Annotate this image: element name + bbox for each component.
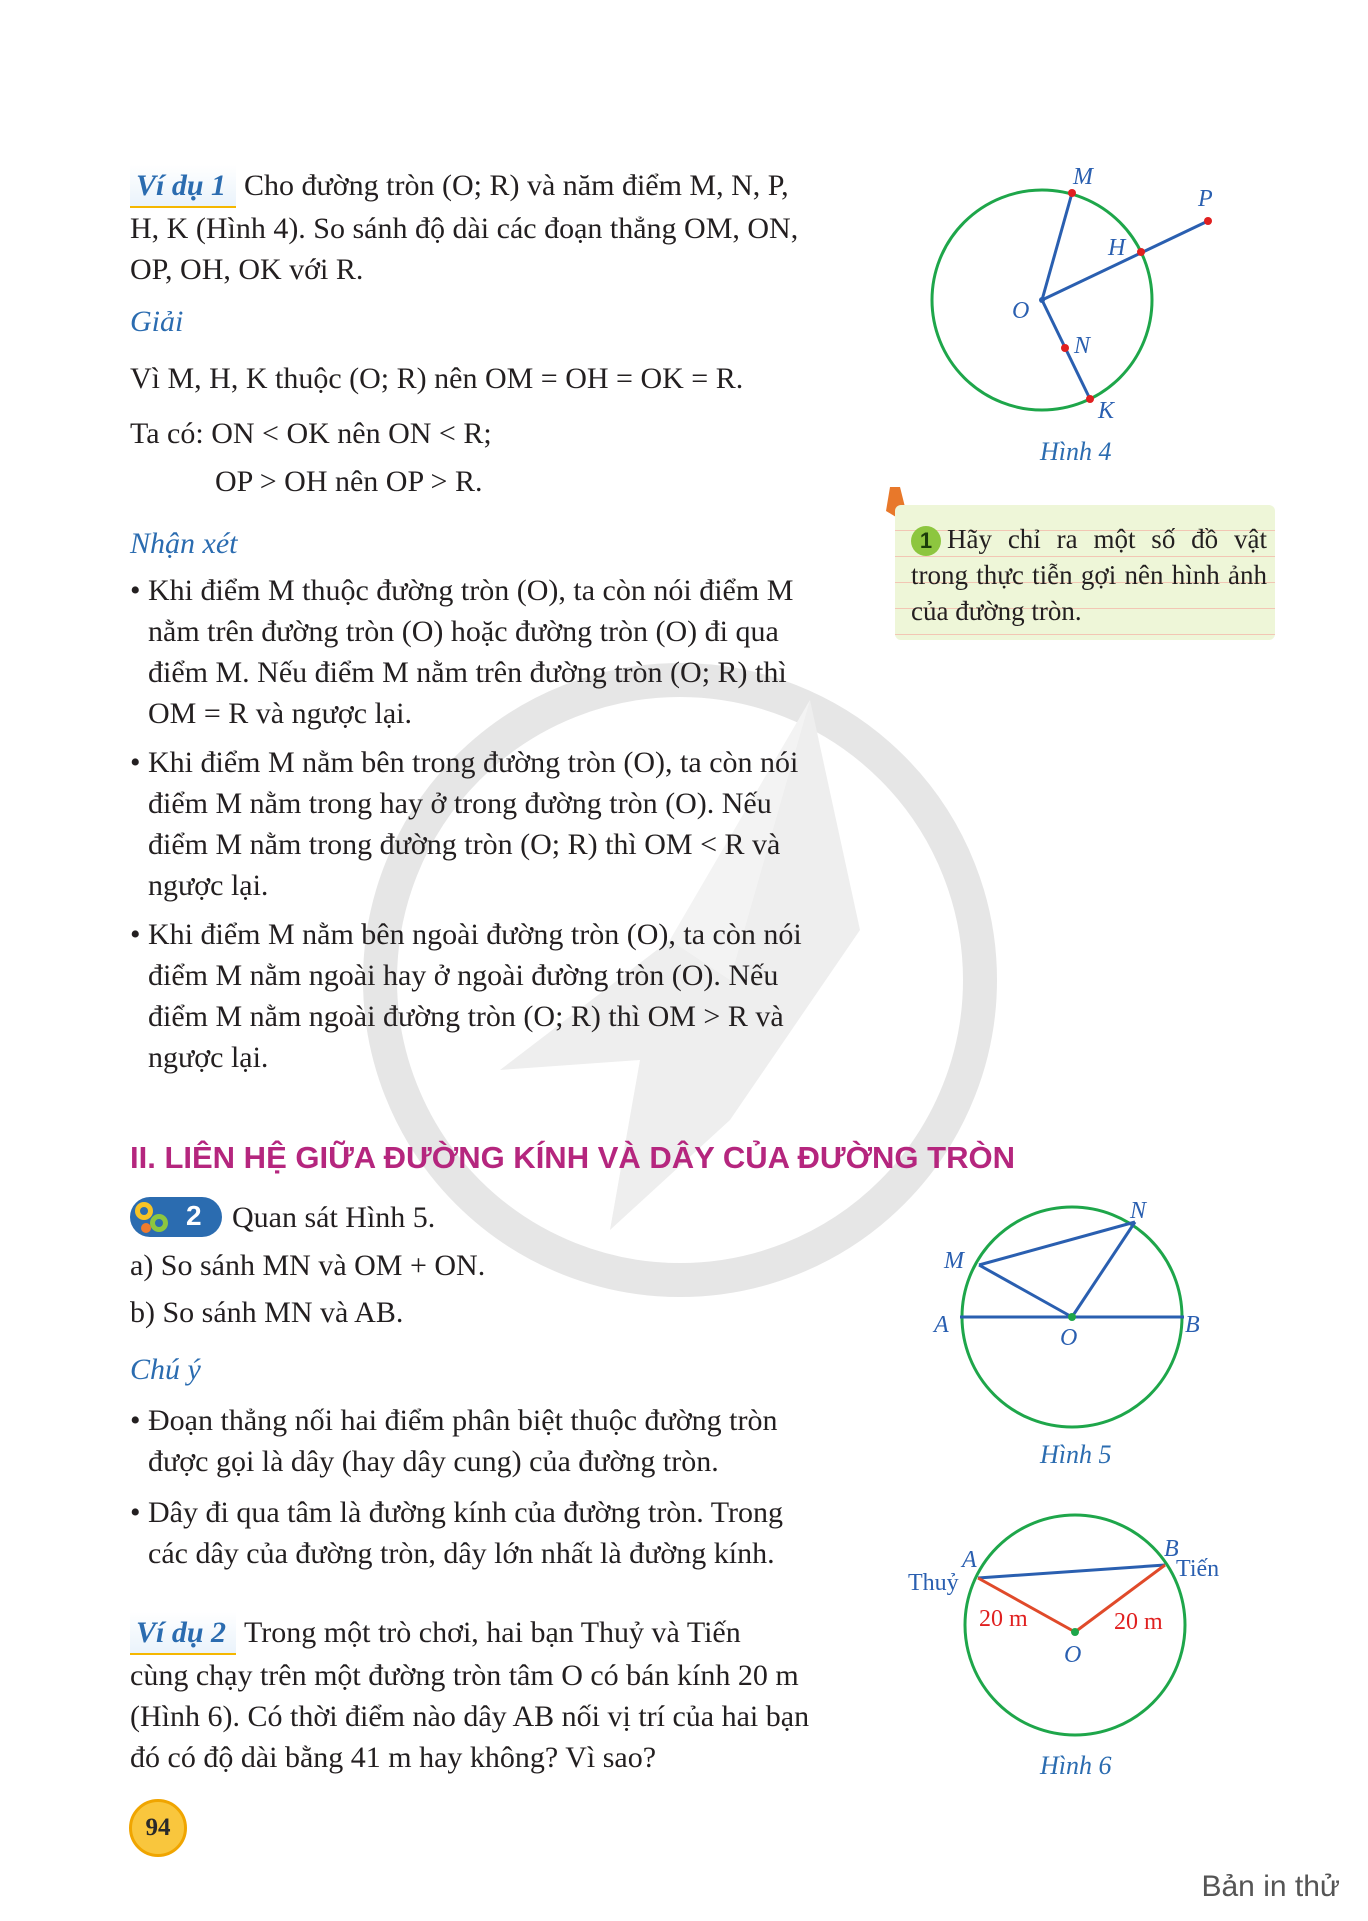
example2-line3: (Hình 6). Có thời điểm nào dây AB nối vị trí của hai bạn	[130, 1700, 810, 1733]
label-a: A	[962, 1547, 977, 1573]
remark-b3-l4: ngược lại.	[148, 1041, 269, 1074]
example2-tag: Ví dụ 2	[130, 1612, 236, 1655]
label-n: N	[1130, 1198, 1147, 1224]
chord-ab	[978, 1565, 1165, 1578]
example2-line4: đó có độ dài bằng 41 m hay không? Vì sao?	[130, 1741, 657, 1774]
label-b: B	[1164, 1536, 1179, 1562]
remark-b3-l1: Khi điểm M nằm bên ngoài đường tròn (O), ta còn nói	[148, 918, 802, 951]
remark-b1-l2: nằm trên đường tròn (O) hoặc đường tròn (O) đi qua	[148, 615, 779, 648]
label-b: B	[1185, 1312, 1200, 1338]
point-n	[1061, 344, 1069, 352]
example2-line2: cùng chạy trên một đường tròn tâm O có bán kính 20 m	[130, 1659, 799, 1692]
bullet-dot: •	[130, 1404, 141, 1437]
footer-draft-label: Bản in thử	[1201, 1870, 1340, 1903]
remark-b2-l1: Khi điểm M nằm bên trong đường tròn (O), ta còn nói	[148, 746, 799, 779]
activity2-number: 2	[186, 1200, 202, 1231]
example1-tag: Ví dụ 1	[130, 165, 236, 208]
label-m: M	[1073, 164, 1093, 190]
example1-line3: OP, OH, OK với R.	[130, 253, 364, 286]
figure5-diagram	[930, 1195, 1220, 1445]
bullet-dot: •	[130, 746, 141, 779]
remark-bullet-3	[130, 914, 846, 1078]
remark-b2-l4: ngược lại.	[148, 869, 269, 902]
solution-line1: Vì M, H, K thuộc (O; R) nên OM = OH = OK = R.	[130, 362, 744, 395]
remark-bullet-2	[130, 742, 846, 906]
note-box-1	[895, 505, 1275, 640]
note1-number: 1	[911, 526, 941, 556]
example2-line1: Trong một trò chơi, hai bạn Thuỷ và Tiến	[244, 1616, 741, 1649]
segment-om	[1042, 193, 1072, 300]
point-k	[1086, 395, 1094, 403]
remark-b2-l2: điểm M nằm trong hay ở trong đường tròn (O). Nếu	[148, 787, 772, 820]
example2-block	[130, 1612, 846, 1778]
activity2-badge	[130, 1197, 222, 1237]
gears-icon	[132, 1199, 176, 1235]
label-n: N	[1074, 333, 1091, 359]
label-p: P	[1198, 186, 1213, 212]
solution-line3: OP > OH nên OP > R.	[215, 465, 483, 498]
label-o: O	[1012, 298, 1030, 324]
remark-b2-l3: điểm M nằm trong đường tròn (O; R) thì OM < R và	[148, 828, 781, 861]
note-bullet-2	[130, 1492, 846, 1574]
note-b2-l1: Dây đi qua tâm là đường kính của đường tròn. Trong	[148, 1496, 784, 1529]
point-o	[1039, 297, 1045, 303]
figure5-caption: Hình 5	[1040, 1440, 1112, 1469]
note-b1-l1: Đoạn thẳng nối hai điểm phân biệt thuộc đường tròn	[148, 1404, 778, 1437]
note1-body: Hãy chỉ ra một số đồ vật trong thực tiễn gợi nên hình ảnh của đường tròn.	[911, 524, 1267, 626]
point-o	[1071, 1628, 1079, 1636]
label-k: K	[1098, 398, 1115, 424]
figure6-diagram	[905, 1510, 1235, 1755]
segment-om	[979, 1265, 1072, 1317]
figure6-caption: Hình 6	[1040, 1751, 1112, 1780]
solution-label: Giải	[130, 305, 184, 338]
label-o: O	[1064, 1642, 1082, 1668]
remark-b1-l1: Khi điểm M thuộc đường tròn (O), ta còn nói điểm M	[148, 574, 794, 607]
note-b2-l2: các dây của đường tròn, dây lớn nhất là đường kính.	[148, 1537, 775, 1570]
note-label: Chú ý	[130, 1353, 201, 1386]
example1-line2: H, K (Hình 4). So sánh độ dài các đoạn thẳng OM, ON,	[130, 212, 799, 245]
bullet-dot: •	[130, 918, 141, 951]
label-radius-left: 20 m	[979, 1606, 1028, 1632]
label-radius-right: 20 m	[1114, 1609, 1163, 1635]
section2-title: II. LIÊN HỆ GIỮA ĐƯỜNG KÍNH VÀ DÂY CỦA ĐƯỜNG TRÒN	[130, 1140, 1015, 1175]
point-o	[1068, 1313, 1076, 1321]
note-bullet-1	[130, 1400, 846, 1482]
activity2-a: a) So sánh MN và OM + ON.	[130, 1249, 486, 1282]
remark-b1-l4: OM = R và ngược lại.	[148, 697, 413, 730]
example1-line1: Cho đường tròn (O; R) và năm điểm M, N, P,	[244, 169, 789, 202]
label-h: H	[1108, 235, 1126, 261]
page-number: 94	[129, 1799, 187, 1857]
point-h	[1137, 248, 1145, 256]
remark-label: Nhận xét	[130, 527, 238, 560]
label-m: M	[944, 1248, 964, 1274]
figure4-caption: Hình 4	[1040, 437, 1112, 466]
remark-b3-l3: điểm M nằm ngoài đường tròn (O; R) thì OM > R và	[148, 1000, 784, 1033]
remark-b3-l2: điểm M nằm ngoài hay ở ngoài đường tròn (O). Nếu	[148, 959, 779, 992]
label-thuy: Thuỷ	[908, 1570, 959, 1596]
label-o: O	[1060, 1325, 1078, 1351]
label-tien: Tiến	[1176, 1556, 1220, 1582]
point-p	[1204, 217, 1212, 225]
bullet-dot: •	[130, 1496, 141, 1529]
activity2-b: b) So sánh MN và AB.	[130, 1296, 404, 1329]
note-b1-l2: được gọi là dây (hay dây cung) của đường tròn.	[148, 1445, 719, 1478]
example1-block	[130, 165, 846, 290]
activity2-intro: Quan sát Hình 5.	[232, 1201, 436, 1234]
remark-b1-l3: điểm M. Nếu điểm M nằm trên đường tròn (O; R) thì	[148, 656, 787, 689]
point-m	[1068, 189, 1076, 197]
remark-bullet-1	[130, 570, 846, 734]
label-a: A	[934, 1312, 949, 1338]
note1-text	[911, 521, 1267, 629]
solution-line2: Ta có: ON < OK nên ON < R;	[130, 417, 492, 450]
bullet-dot: •	[130, 574, 141, 607]
